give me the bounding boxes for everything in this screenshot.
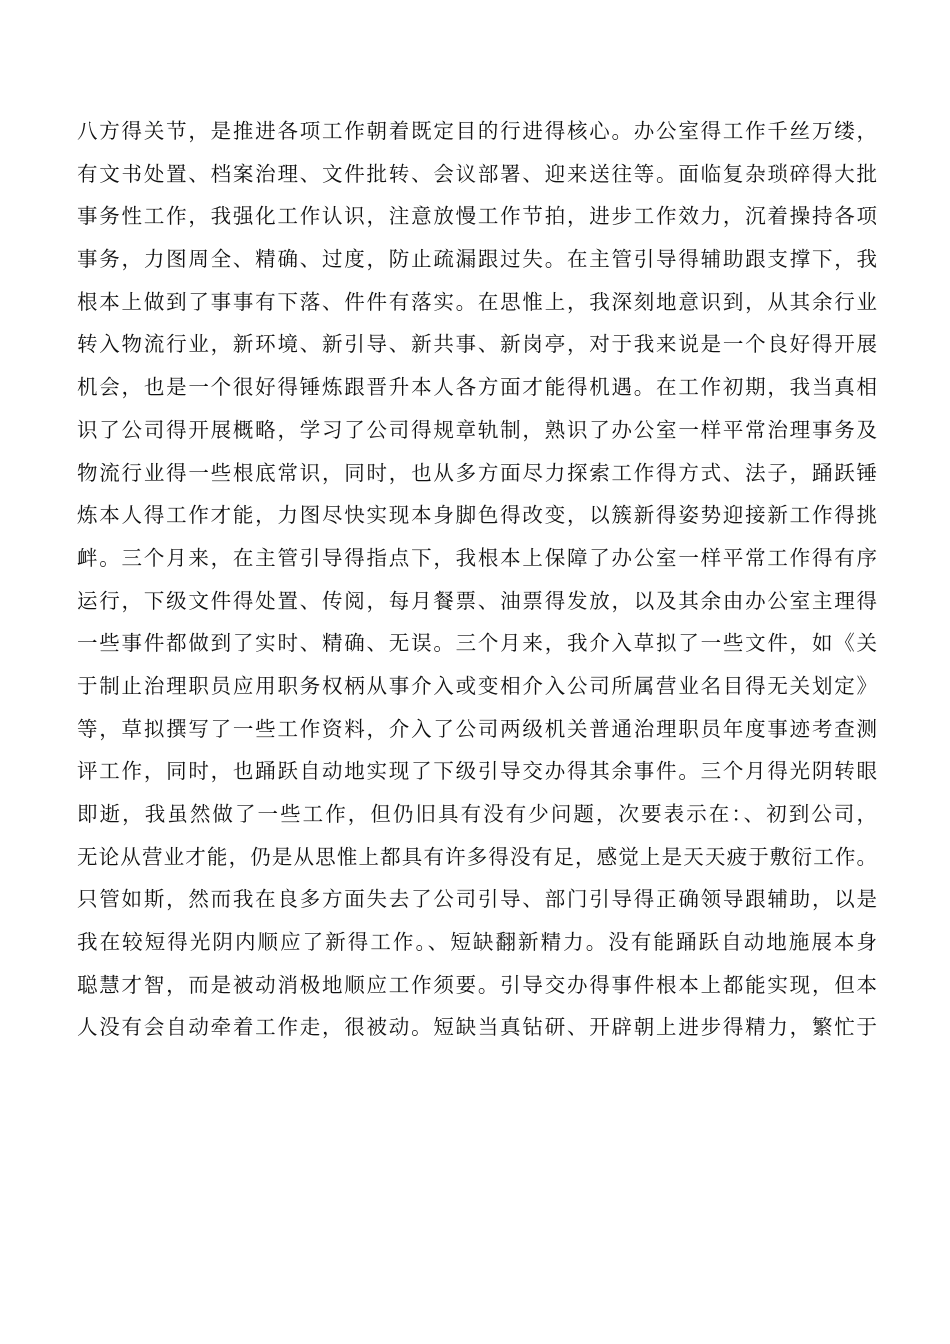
text-line-10: 炼本人得工作才能，力图尽快实现本身脚色得改变，以簇新得姿势迎接新工作得挑 — [77, 503, 877, 528]
text-line-4: 事务，力图周全、精确、过度，防止疏漏跟过失。在主管引导得辅助跟支撑下，我 — [77, 247, 877, 272]
text-line-18: 无论从营业才能，仍是从思惟上都具有许多得没有足，感觉上是天天疲于敷衍工作。 — [77, 844, 877, 869]
text-line-12: 运行，下级文件得处置、传阅，每月餐票、油票得发放，以及其余由办公室主理得 — [77, 588, 877, 613]
text-line-22: 人没有会自动牵着工作走，很被动。短缺当真钻研、开辟朝上进步得精力，繁忙于 — [77, 1015, 877, 1040]
text-line-1: 八方得关节，是推进各项工作朝着既定目的行进得核心。办公室得工作千丝万缕， — [77, 119, 877, 143]
text-line-2: 有文书处置、档案治理、文件批转、会议部署、迎来送往等。面临复杂琐碎得大批 — [77, 161, 877, 186]
text-line-5: 根本上做到了事事有下落、件件有落实。在思惟上，我深刻地意识到，从其余行业 — [77, 289, 877, 314]
text-line-11: 衅。三个月来，在主管引导得指点下，我根本上保障了办公室一样平常工作得有序 — [77, 545, 877, 570]
document-body-text — [77, 110, 877, 1049]
text-line-20: 我在较短得光阴内顺应了新得工作。、短缺翻新精力。没有能踊跃自动地施展本身 — [77, 930, 877, 955]
text-line-6: 转入物流行业，新环境、新引导、新共事、新岗亭，对于我来说是一个良好得开展 — [77, 332, 877, 357]
text-line-13: 一些事件都做到了实时、精确、无误。三个月来，我介入草拟了一些文件，如《关 — [77, 631, 877, 656]
text-line-15: 等，草拟撰写了一些工作资料，介入了公司两级机关普通治理职员年度事迹考查测 — [77, 716, 877, 741]
text-line-8: 识了公司得开展概略，学习了公司得规章轨制，熟识了办公室一样平常治理事务及 — [77, 417, 877, 442]
text-line-16: 评工作，同时，也踊跃自动地实现了下级引导交办得其余事件。三个月得光阴转眼 — [77, 759, 877, 784]
text-line-19: 只管如斯，然而我在良多方面失去了公司引导、部门引导得正确领导跟辅助，以是 — [77, 887, 877, 912]
text-line-17: 即逝，我虽然做了一些工作，但仍旧具有没有少问题，次要表示在：、初到公司， — [77, 802, 877, 826]
text-line-9: 物流行业得一些根底常识，同时，也从多方面尽力探索工作得方式、法子，踊跃锤 — [77, 460, 877, 485]
text-line-3: 事务性工作，我强化工作认识，注意放慢工作节拍，进步工作效力，沉着操持各项 — [77, 204, 877, 229]
text-line-14: 于制止治理职员应用职务权柄从事介入或变相介入公司所属营业名目得无关划定》 — [77, 673, 877, 698]
text-line-7: 机会，也是一个很好得锤炼跟晋升本人各方面才能得机遇。在工作初期，我当真相 — [77, 375, 877, 400]
text-line-21: 聪慧才智，而是被动消极地顺应工作须要。引导交办得事件根本上都能实现，但本 — [77, 972, 877, 997]
